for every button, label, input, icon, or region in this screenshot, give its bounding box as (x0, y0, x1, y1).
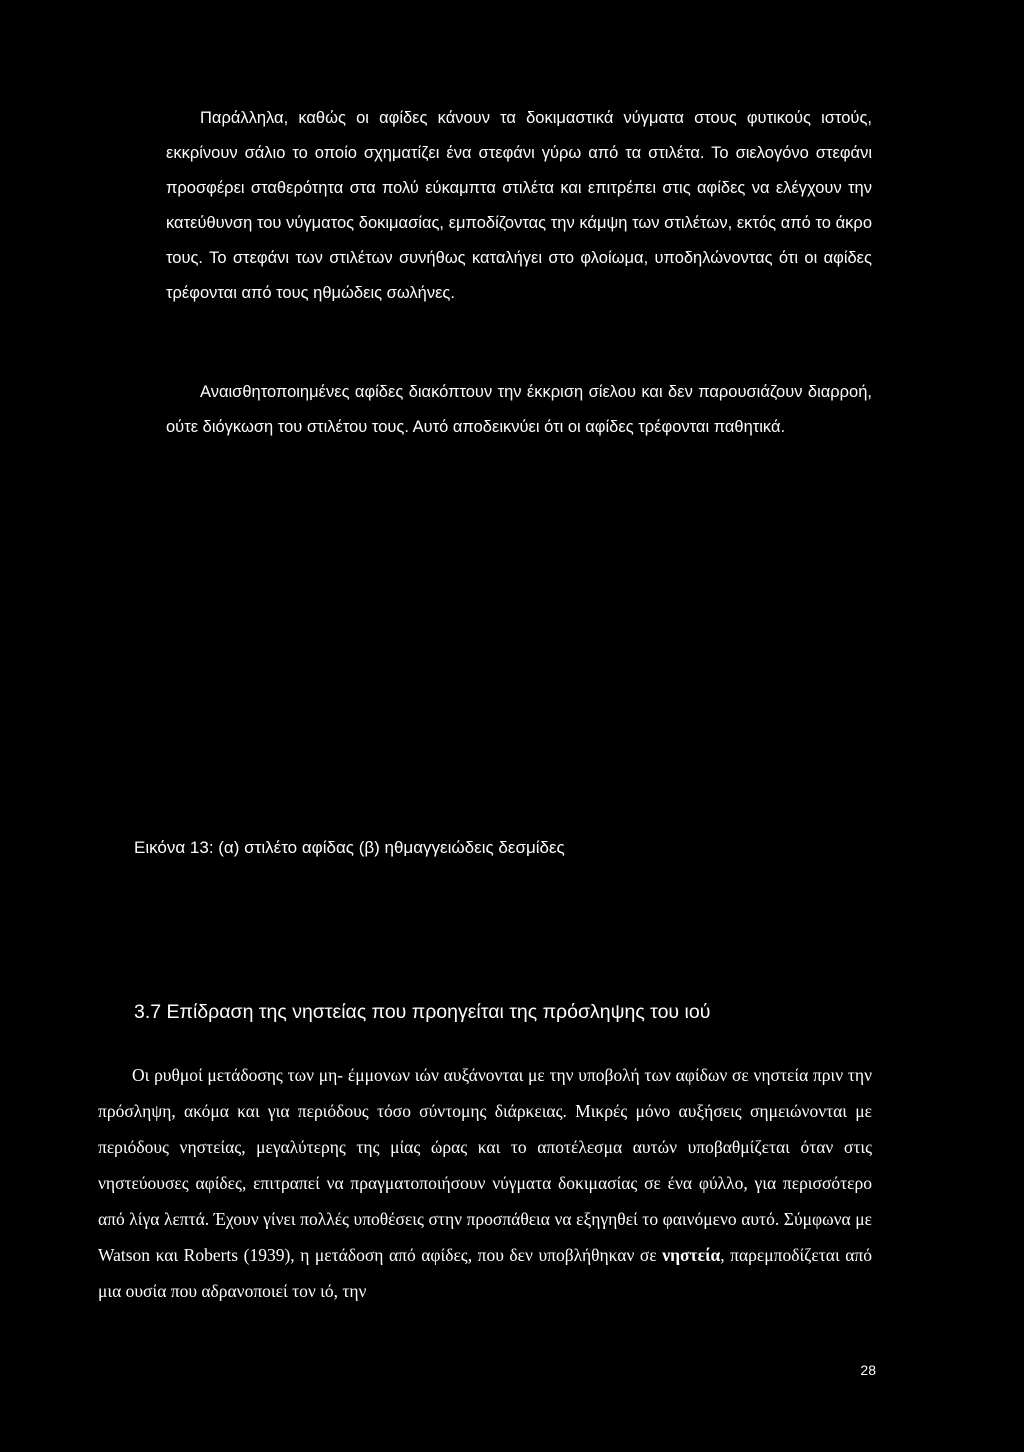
section-heading: 3.7 Επίδραση της νηστείας που προηγείται της πρόσληψης του ιού (134, 1001, 711, 1023)
paragraph-stylet-sheath: Παράλληλα, καθώς οι αφίδες κάνουν τα δοκιμαστικά νύγματα στους φυτικούς ιστούς, εκκρίνουν σάλιο το οποίο σχηματίζει ένα στεφάνι γύρω από τα στιλέτα. Το σιελογόνο στεφάνι προσφέρει σταθερότητα στα πολύ εύκαμπτα στιλέτα και επιτρέπει στις αφίδες να ελέγχουν την κατεύθυνση του νύγματος δοκιμασίας, εμποδίζοντας την κάμψη των στιλέτων, εκτός από το άκρο τους. Το στεφάνι των στιλέτων συνήθως καταλήγει στο φλοίωμα, υποδηλώνοντας ότι οι αφίδες τρέφονται από τους ηθμώδεις σωλήνες. (166, 109, 872, 302)
paragraph-text-end: , παρεμποδίζεται από μια ουσία που αδρανοποιεί τον ιό, την (98, 1245, 872, 1301)
page-number: 28 (860, 1362, 876, 1378)
paragraph-text-start: Οι ρυθμοί μετάδοσης των μη- έμμονων ιών αυξάνονται με την υποβολή των αφίδων σε νηστεία πριν την πρόσληψη, ακόμα και για περιόδους τόσο σύντομης διάρκειας. Μικρές μόνο αυξήσεις σημειώνονται με περιόδους νηστείας, μεγαλύτερης της μίας ώρας και το αποτέλεσμα αυτών υποβαθμίζεται όταν στις νηστεύουσες αφίδες, επιτραπεί να πραγματοποιήσουν νύγματα δοκιμασίας σε ένα φύλλο, για περισσότερο από λίγα λεπτά. Έχουν γίνει πολλές υποθέσεις στην προσπάθεια να εξηγηθεί το φαινόμενο αυτό. Σύμφωνα με Watson και Roberts (1939), η μετάδοση από αφίδες, που δεν υποβλήθηκαν σε (98, 1065, 872, 1265)
paragraph-anesthetized-aphids: Αναισθητοποιημένες αφίδες διακόπτουν την έκκριση σίελου και δεν παρουσιάζουν διαρροή, ούτε διόγκωση του στιλέτου τους. Αυτό αποδεικνύει ότι οι αφίδες τρέφονται παθητικά. (166, 383, 872, 436)
bold-term: νηστεία (662, 1245, 721, 1265)
paragraph-fasting-effect (98, 1057, 872, 1309)
figure-caption: Εικόνα 13: (α) στιλέτο αφίδας (β) ηθμαγγειώδεις δεσμίδες (134, 838, 565, 857)
